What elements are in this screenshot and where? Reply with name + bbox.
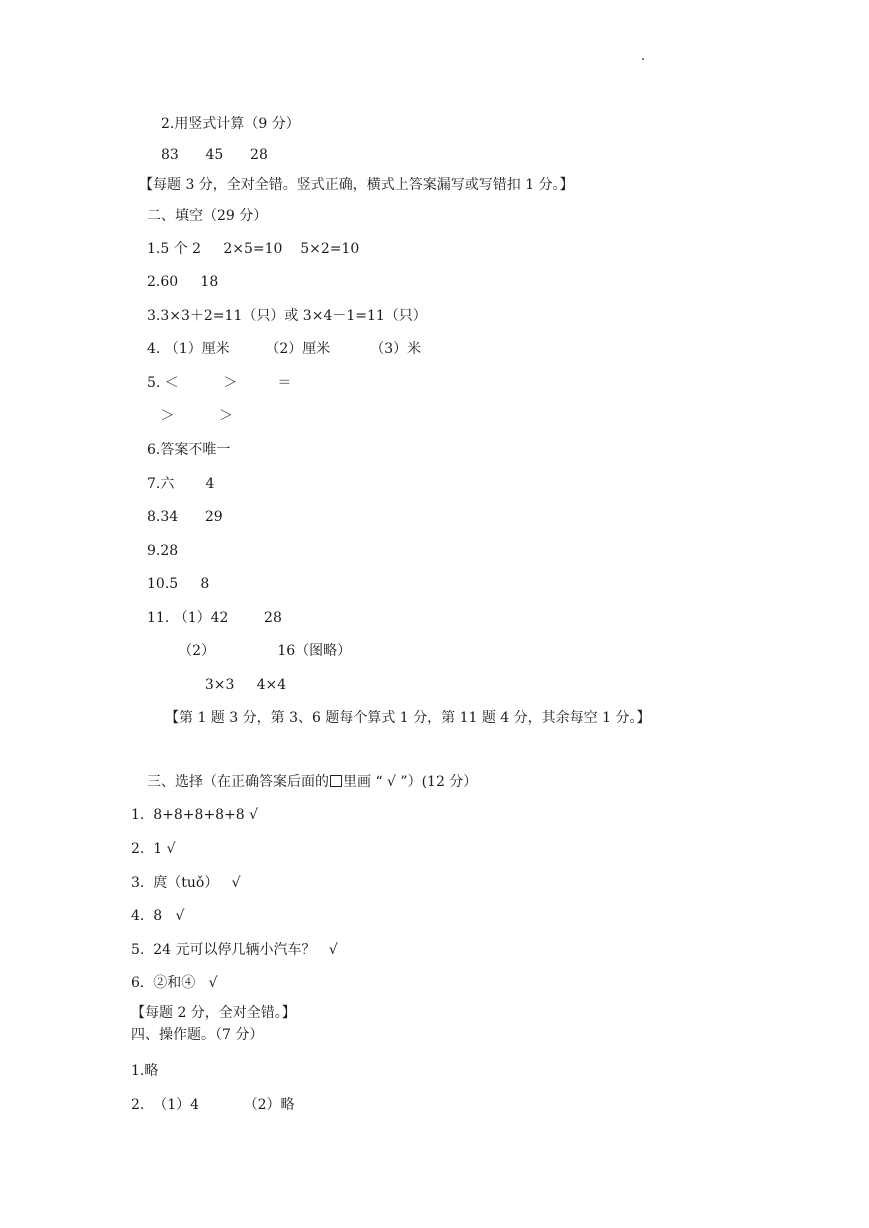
answer-box-icon bbox=[330, 775, 342, 787]
section4-heading: 四、操作题。（7 分） bbox=[131, 1027, 264, 1043]
section3-item-6: 6. ②和④ √ bbox=[131, 975, 218, 991]
section1-item2-heading: 2.用竖式计算（9 分） bbox=[161, 116, 300, 132]
section3-scoring-note: 【每题 2 分，全对全错。】 bbox=[131, 1005, 296, 1021]
section2-heading: 二、填空（29 分） bbox=[147, 208, 268, 224]
section2-item-10: 10.5 8 bbox=[147, 576, 210, 592]
section3-heading-part2: 里画 “ √ ”）(12 分） bbox=[343, 774, 478, 790]
section3-item-1: 1. 8+8+8+8+8 √ bbox=[131, 807, 259, 823]
section2-item-3: 3.3×3＋2=11（只）或 3×4－1=11（只） bbox=[147, 308, 427, 324]
section4-item-1: 1.略 bbox=[131, 1063, 159, 1079]
section3-item-3: 3. 庹（tuǒ） √ bbox=[131, 875, 241, 891]
section3-heading-part1: 三、选择（在正确答案后面的 bbox=[147, 774, 329, 790]
section2-item-11-row3: 3×3 4×4 bbox=[147, 677, 287, 693]
section3-item-4: 4. 8 √ bbox=[131, 908, 185, 924]
section2-item-8: 8.34 29 bbox=[147, 509, 223, 525]
section2-scoring-note: 【第 1 题 3 分，第 3、6 题每个算式 1 分，第 11 题 4 分，其余每空 1 分。】 bbox=[165, 710, 651, 726]
section3-item-2: 2. 1 √ bbox=[131, 841, 176, 857]
section1-item2-answers: 83 45 28 bbox=[161, 147, 268, 163]
section1-scoring-note: 【每题 3 分，全对全错。竖式正确，横式上答案漏写或写错扣 1 分。】 bbox=[139, 177, 574, 193]
section2-item-5-row2: ＞ ＞ bbox=[147, 408, 233, 424]
section2-item-11-row1: 11. （1）42 28 bbox=[147, 610, 282, 626]
section2-item-5-row1: 5. ＜ ＞ ＝ bbox=[147, 375, 292, 391]
section2-item-2: 2.60 18 bbox=[147, 274, 219, 290]
section2-item-7: 7.六 4 bbox=[147, 476, 215, 492]
section3-heading bbox=[147, 773, 477, 791]
section2-item-4: 4. （1）厘米 （2）厘米 （3）米 bbox=[147, 341, 422, 357]
section4-item-2: 2. （1）4 （2）略 bbox=[131, 1097, 295, 1113]
page-mark-dot bbox=[642, 58, 644, 60]
section2-item-6: 6.答案不唯一 bbox=[147, 442, 231, 458]
section3-item-5: 5. 24 元可以停几辆小汽车？ √ bbox=[131, 942, 338, 958]
section2-item-1: 1.5 个 2 2×5=10 5×2=10 bbox=[147, 241, 360, 257]
section2-item-9: 9.28 bbox=[147, 543, 179, 559]
section2-item-11-row2: （2） 16（图略） bbox=[147, 643, 352, 659]
